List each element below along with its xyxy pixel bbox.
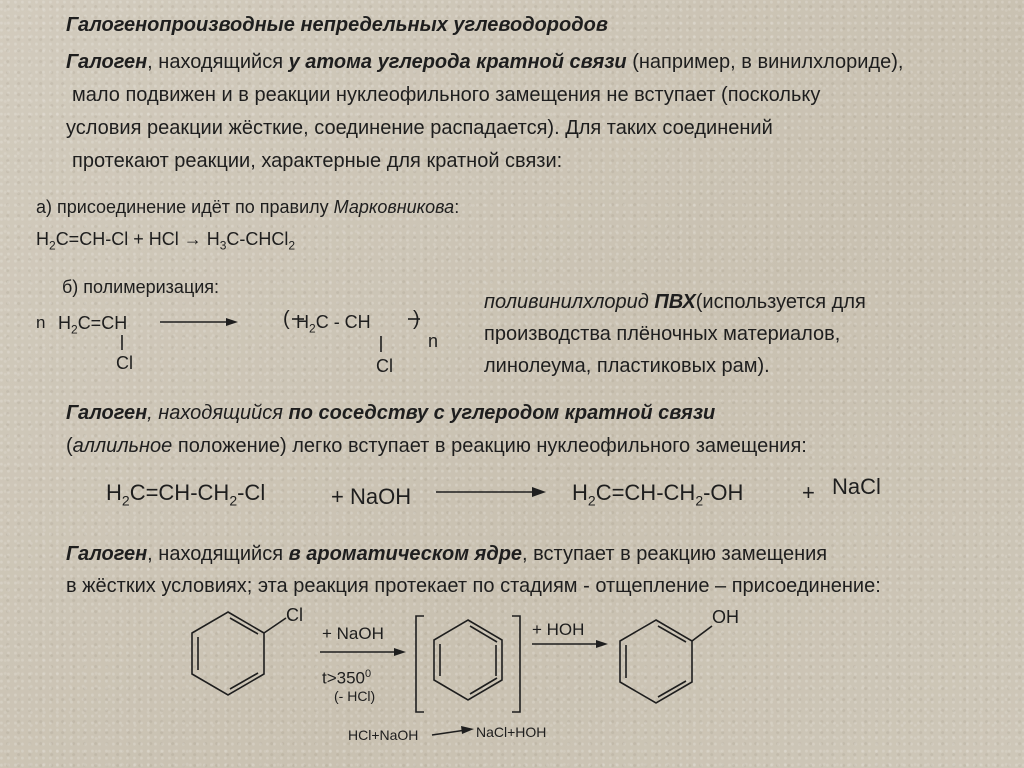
eq-h: H xyxy=(201,229,220,249)
polymerization-arrowhead xyxy=(226,318,238,326)
allyl-nacl: NaCl xyxy=(832,474,881,499)
pvc-name: поливинилхлорид xyxy=(484,291,655,313)
side-reaction-right: NaCl+HOH xyxy=(476,724,547,740)
pvc-cl: Cl xyxy=(376,356,393,376)
para1-line2: мало подвижен и в реакции нуклеофильного замещения не вступает (поскольку xyxy=(72,84,821,106)
side-reaction-arrowhead xyxy=(461,726,474,734)
aromatic-line2: в жёстких условиях; эта реакция протекает по стадиям - отщепление – присоединение: xyxy=(66,575,881,597)
side-reaction-arrow xyxy=(432,730,466,735)
aromatic-halogen: Галоген xyxy=(66,543,148,565)
intermediate-left-bracket xyxy=(416,616,424,712)
poly-n: n xyxy=(36,313,46,332)
temp-value: t>350 xyxy=(322,668,366,688)
formula-h: H xyxy=(572,480,588,505)
allyl-halogen: Галоген xyxy=(66,402,148,424)
formula-part: C=CH-CH xyxy=(129,480,230,505)
allyl-p1: , находящийся xyxy=(147,402,289,424)
formula-sub: 2 xyxy=(309,321,316,336)
phenol-double-bond xyxy=(658,626,686,642)
formula-sub: 2 xyxy=(229,492,238,509)
pvc-desc-rest: (используется для xyxy=(695,291,866,313)
aromatic-arrowhead-2 xyxy=(596,640,608,648)
para1-p3: (например, в винилхлориде), xyxy=(626,51,904,73)
formula-sub: 2 xyxy=(121,492,130,509)
aromatic-naoh: + NaOH xyxy=(322,624,384,643)
chlorobenzene-ring xyxy=(192,612,264,695)
formula-h: H xyxy=(296,312,309,332)
chlorobenzene-double-bond xyxy=(230,673,258,689)
c-oh-bond xyxy=(692,626,712,641)
allyl-p2: по соседству с углеродом кратной связи xyxy=(288,402,716,424)
formula-h: H xyxy=(106,480,122,505)
benzyne-ring xyxy=(434,620,502,700)
para1-line3: условия реакции жёсткие, соединение распадается). Для таких соединений xyxy=(66,117,773,139)
allyl-l2b: аллильное xyxy=(72,435,173,457)
polymerization-label: б) полимеризация: xyxy=(62,277,220,297)
side-reaction-left: HCl+NaOH xyxy=(348,727,419,743)
eq-h: H xyxy=(36,229,49,249)
allyl-arrowhead xyxy=(532,487,546,497)
eq-sub: 2 xyxy=(288,238,296,253)
formula-sub: 2 xyxy=(587,492,596,509)
c-cl-bond xyxy=(264,618,286,633)
aromatic-minus-hcl: (- HCl) xyxy=(334,688,376,704)
formula-sub: 2 xyxy=(71,322,78,337)
addition-markovnikov: Марковникова xyxy=(333,197,455,217)
eq-part: C-CHCl xyxy=(226,229,289,249)
reaction-arrow: → xyxy=(183,229,202,249)
pvc-desc-l3: линолеума, пластиковых рам) xyxy=(484,355,765,377)
aromatic-p2: в ароматическом ядре xyxy=(288,543,523,565)
aromatic-hoh: + HOH xyxy=(532,620,585,639)
allyl-l2a: ( xyxy=(66,435,73,457)
phenol-ring xyxy=(620,620,692,703)
formula-part: C=CH-CH xyxy=(595,480,696,505)
pvc-close-paren: ) xyxy=(413,308,420,330)
formula-rest: C=CH xyxy=(77,313,128,333)
allyl-l2c: положение) легко вступает в реакцию нуклеофильного замещения: xyxy=(172,435,807,457)
aromatic-p1: , находящийся xyxy=(147,543,289,565)
allyl-plus-naoh: + NaOH xyxy=(331,484,412,509)
eq-part: C=CH-Cl + HCl xyxy=(55,229,184,249)
pvc-desc-dot: . xyxy=(764,355,770,377)
addition-a3: : xyxy=(454,197,460,217)
aromatic-p3: , вступает в реакцию замещения xyxy=(522,543,828,565)
formula-sub: 2 xyxy=(695,492,704,509)
para1-p2: у атома углерода кратной связи xyxy=(288,51,627,73)
pvc-abbr: ПВХ xyxy=(654,291,696,313)
formula-rest: C - CH xyxy=(315,312,371,332)
chlorobenzene-double-bond xyxy=(230,618,258,634)
formula-part: -Cl xyxy=(237,480,266,505)
pvc-open-paren: ( xyxy=(283,308,290,330)
formula-h: H xyxy=(58,313,71,333)
para1-line4: протекают реакции, характерные для кратной связи: xyxy=(72,150,563,172)
intermediate-right-bracket xyxy=(512,616,520,712)
para1-halogen: Галоген xyxy=(66,51,148,73)
para1-p1: , находящийся xyxy=(147,51,289,73)
temp-degree: 0 xyxy=(365,668,372,680)
phenol-double-bond xyxy=(658,681,686,697)
addition-a1: а) присоединение идёт по правилу xyxy=(36,197,334,217)
chlorobenzene-cl: Cl xyxy=(286,605,303,625)
aromatic-arrowhead-1 xyxy=(394,648,406,656)
allyl-plus: + xyxy=(802,480,815,505)
pvc-n: n xyxy=(428,331,439,351)
phenol-oh: OH xyxy=(712,607,739,627)
vinyl-chloride-cl: Cl xyxy=(116,353,133,373)
pvc-desc-line2: производства плёночных материалов, xyxy=(484,323,841,345)
slide-heading: Галогенопроизводные непредельных углеводородов xyxy=(66,14,608,36)
formula-part: -OH xyxy=(703,480,744,505)
eq-sub: 3 xyxy=(219,238,227,253)
eq-sub: 2 xyxy=(49,238,56,253)
